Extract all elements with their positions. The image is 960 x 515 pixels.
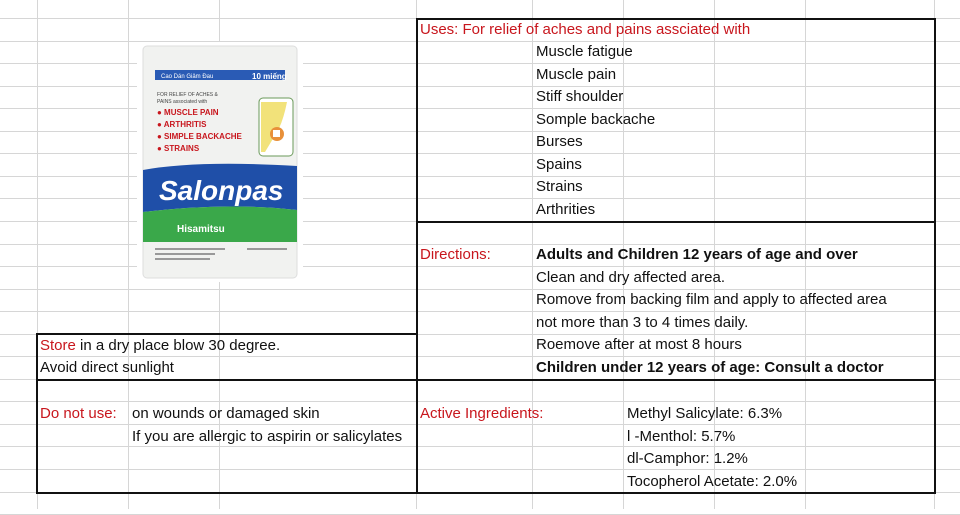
- storage-text: in a dry place blow 30 degree.: [75, 337, 281, 354]
- directions-line: Clean and dry affected area.: [536, 269, 726, 286]
- uses-list-item: Burses: [536, 133, 583, 150]
- svg-text:● STRAINS: ● STRAINS: [157, 144, 200, 153]
- directions-line: Children under 12 years of age: Consult a doctor: [536, 359, 884, 376]
- uses-list-item: Muscle fatigue: [536, 43, 633, 60]
- active-ingredients-label: Active Ingredients:: [420, 405, 544, 422]
- pkg-brand: Salonpas: [159, 175, 284, 206]
- uses-list-item: Stiff shoulder: [536, 88, 624, 105]
- directions-line: not more than 3 to 4 times daily.: [536, 314, 749, 331]
- uses-list-item: Somple backache: [536, 111, 656, 128]
- pkg-header: Cao Dán Giảm Đau: [161, 74, 214, 80]
- pkg-maker: Hisamitsu: [177, 224, 225, 235]
- uses-list-item: Strains: [536, 178, 583, 195]
- uses-list-item: Spains: [536, 156, 582, 173]
- storage-line-2: Avoid direct sunlight: [40, 359, 174, 376]
- pkg-count: 10 miếng: [252, 72, 287, 81]
- svg-text:● MUSCLE PAIN: ● MUSCLE PAIN: [157, 108, 219, 117]
- ingredient-item: Methyl Salicylate: 6.3%: [627, 405, 783, 422]
- svg-text:PAINS associated with: PAINS associated with: [157, 99, 208, 105]
- directions-line: Roemove after at most 8 hours: [536, 336, 742, 353]
- svg-text:FOR RELIEF OF ACHES &: FOR RELIEF OF ACHES &: [157, 92, 218, 98]
- product-image: [137, 42, 303, 282]
- uses-title: Uses: For relief of aches and pains assciated with: [420, 21, 751, 38]
- uses-list-item: Arthrities: [536, 201, 596, 218]
- directions-line: Adults and Children 12 years of age and over: [536, 246, 858, 263]
- uses-list-item: Muscle pain: [536, 66, 617, 83]
- ingredient-item: dl-Camphor: 1.2%: [627, 450, 748, 467]
- directions-line: Romove from backing film and apply to affected area: [536, 291, 887, 308]
- storage-keyword: Store: [40, 337, 76, 354]
- do-not-use-item: on wounds or damaged skin: [132, 405, 320, 422]
- ingredient-item: l -Menthol: 5.7%: [627, 428, 736, 445]
- do-not-use-label: Do not use:: [40, 405, 117, 422]
- uses-box: [416, 18, 936, 223]
- directions-label: Directions:: [420, 246, 491, 263]
- storage-line-1: [40, 335, 280, 357]
- do-not-use-item: If you are allergic to aspirin or salicylates: [132, 428, 403, 445]
- ingredient-item: Tocopherol Acetate: 2.0%: [627, 473, 798, 490]
- svg-text:● ARTHRITIS: ● ARTHRITIS: [157, 120, 207, 129]
- svg-text:● SIMPLE BACKACHE: ● SIMPLE BACKACHE: [157, 132, 242, 141]
